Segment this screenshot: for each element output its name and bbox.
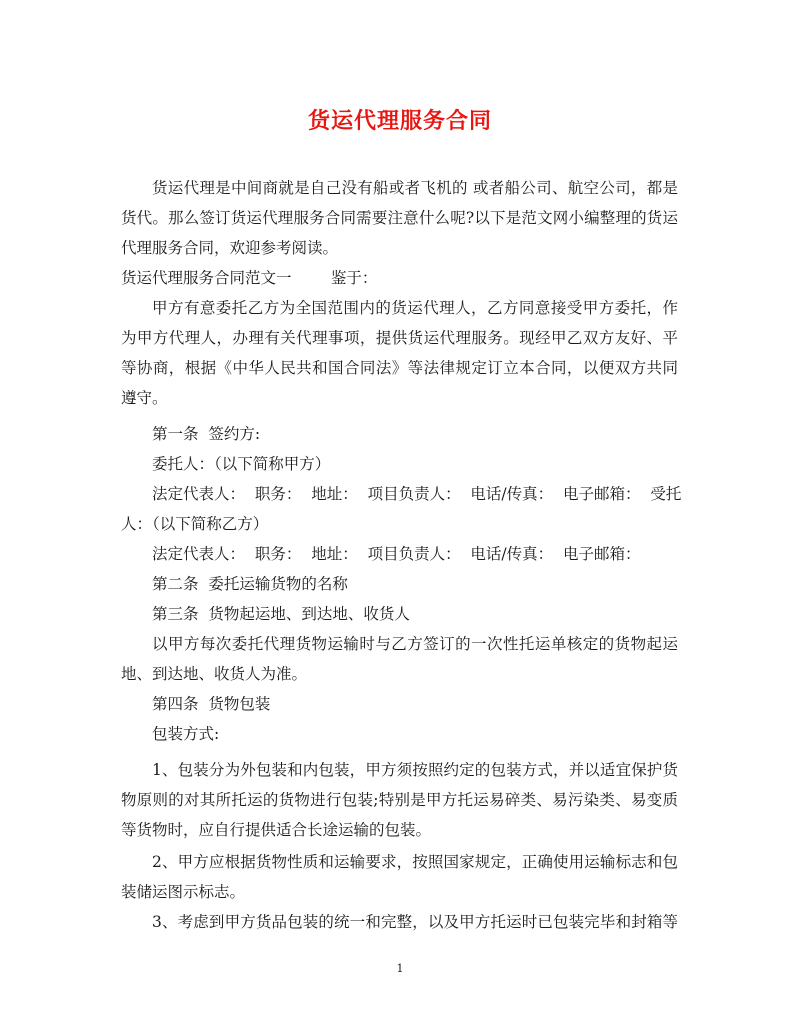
document-title: 货运代理服务合同 — [307, 108, 492, 134]
body-line: 遵守。 — [121, 389, 168, 407]
body-line: 甲方有意委托乙方为全国范围内的货运代理人，乙方同意接受甲方委托，作 — [152, 299, 678, 317]
body-line: 货运代理是中间商就是自己没有船或者飞机的 或者船公司、航空公司，都是 — [152, 179, 678, 197]
body-line: 等货物时，应自行提供适合长途运输的包装。 — [121, 821, 432, 839]
article-heading: 第一条 签约方: — [152, 425, 261, 443]
body-line: 以甲方每次委托代理货物运输时与乙方签订的一次性托运单核定的货物起运 — [152, 635, 678, 653]
body-line: 装储运图示标志。 — [121, 883, 246, 901]
body-line: 物原则的对其所托运的货物进行包装;特别是甲方托运易碎类、易污染类、易变质 — [121, 791, 678, 809]
article-heading: 第三条 货物起运地、到达地、收货人 — [152, 605, 410, 623]
body-line: 为甲方代理人，办理有关代理事项，提供货运代理服务。现经甲乙双方友好、平 — [121, 329, 678, 347]
section-heading: 货运代理服务合同范文一 鉴于： — [121, 269, 378, 287]
article-heading: 第二条 委托运输货物的名称 — [152, 575, 348, 593]
page-number: 1 — [396, 962, 404, 975]
body-line: 人：（以下简称乙方） — [121, 515, 269, 533]
body-line: 法定代表人： 职务： 地址： 项目负责人： 电话/传真： 电子邮箱： 受托 — [152, 485, 682, 503]
body-line: 地、到达地、收货人为准。 — [121, 665, 308, 683]
body-line: 包装方式: — [152, 725, 220, 743]
body-line: 2、甲方应根据货物性质和运输要求，按照国家规定，正确使用运输标志和包 — [152, 853, 678, 871]
article-heading: 第四条 货物包装 — [152, 695, 271, 713]
body-line: 等协商，根据《中华人民共和国合同法》等法律规定订立本合同，以便双方共同 — [121, 359, 678, 377]
body-line: 委托人：（以下简称甲方） — [152, 455, 331, 473]
body-line: 代理服务合同，欢迎参考阅读。 — [121, 239, 339, 257]
body-line: 3、考虑到甲方货品包装的统一和完整，以及甲方托运时已包装完毕和封箱等 — [152, 913, 678, 931]
body-line: 法定代表人： 职务： 地址： 项目负责人： 电话/传真： 电子邮箱： — [152, 545, 641, 563]
body-line: 货代。那么签订货运代理服务合同需要注意什么呢?以下是范文网小编整理的货运 — [121, 209, 678, 227]
body-line: 1、包装分为外包装和内包装，甲方须按照约定的包装方式，并以适宜保护货 — [152, 761, 678, 779]
